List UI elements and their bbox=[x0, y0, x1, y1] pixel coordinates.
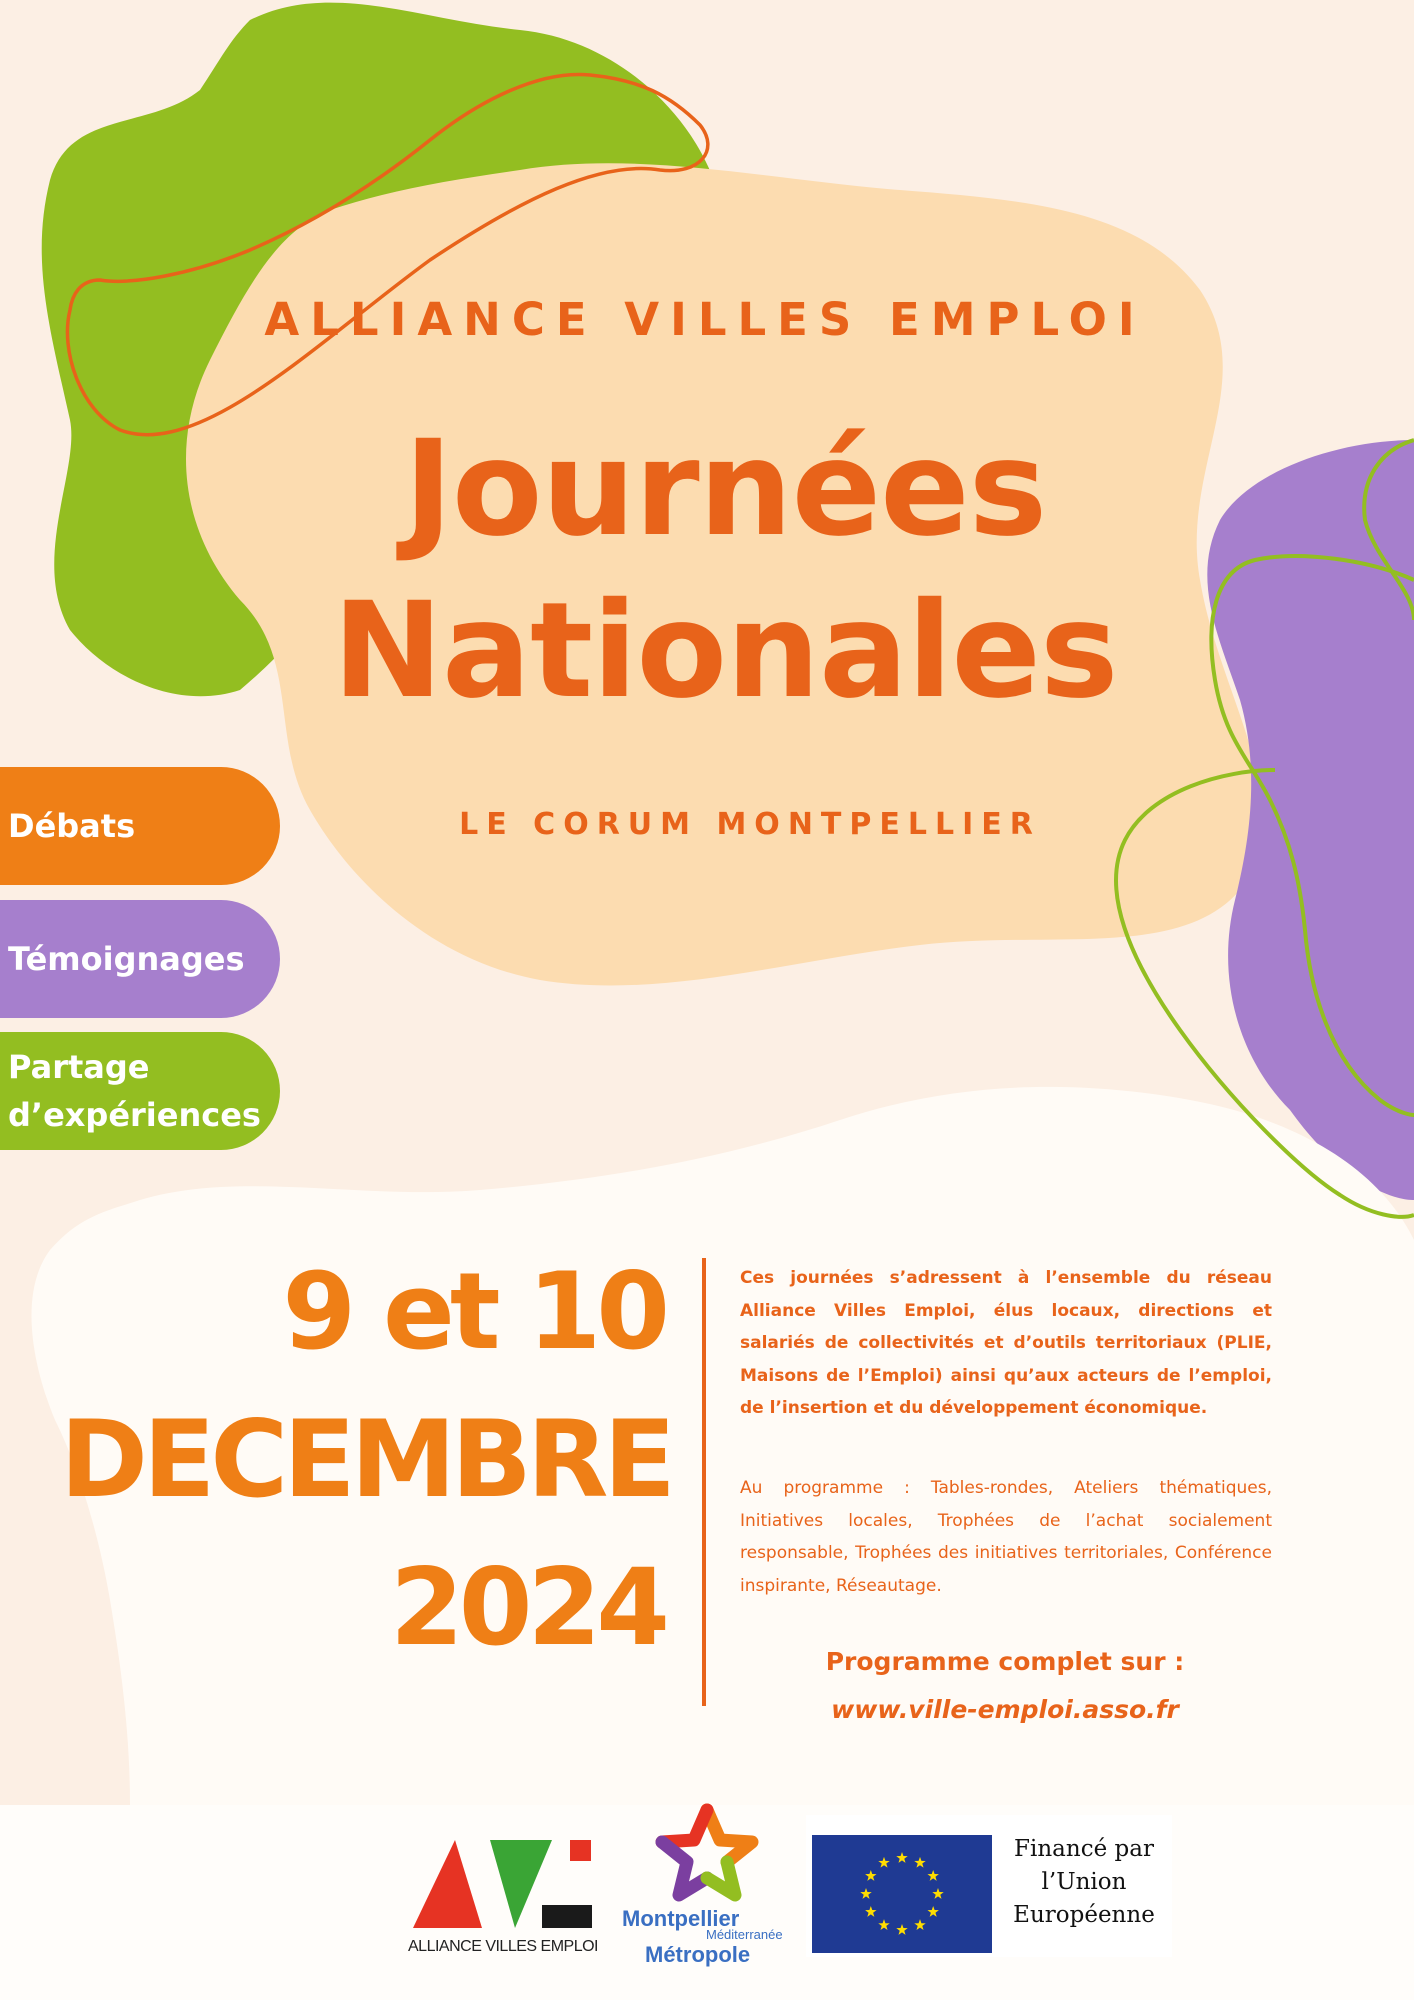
event-date bbox=[60, 1238, 671, 1682]
audience-description: Ces journées s’adressent à l’ensemble du réseau Alliance Villes Emploi, élus locaux, directions et salariés de collectivités et d’outils territoriaux (PLIE, Maisons de l’Emploi) ainsi qu’aux acteurs de l’emploi, de l’insertion et du développement économique. bbox=[740, 1268, 1272, 1418]
tag-temoignages bbox=[0, 900, 280, 1018]
event-title bbox=[250, 408, 1200, 732]
metropole-logo-text: Métropole bbox=[645, 1942, 751, 1967]
eu-flag-icon bbox=[812, 1835, 992, 1953]
star-green-stroke bbox=[707, 1862, 735, 1895]
divider-line bbox=[702, 1258, 706, 1706]
alliance-villes-emploi-logo bbox=[400, 1835, 600, 1935]
star-purple-stroke bbox=[662, 1842, 707, 1895]
ave-red-square bbox=[570, 1840, 591, 1861]
eu-funding-text bbox=[1000, 1833, 1168, 1932]
event-date-year: 2024 bbox=[389, 1546, 665, 1669]
programme-description: Au programme : Tables-rondes, Ateliers thématiques, Initiatives locales, Trophées de l’achat socialement responsable, Trophées des initiatives territoriales, Conférence inspirante, Réseautage. bbox=[740, 1478, 1272, 1596]
event-date-days: 9 et 10 bbox=[282, 1250, 665, 1373]
website-link[interactable]: www.ville-emploi.asso.fr bbox=[831, 1695, 1179, 1724]
event-venue: LE CORUM MONTPELLIER bbox=[459, 807, 1041, 842]
organization-name: ALLIANCE VILLES EMPLOI bbox=[264, 293, 1146, 346]
tag-partage-experiences bbox=[0, 1032, 280, 1150]
montpellier-logo-text: Montpellier bbox=[622, 1906, 740, 1931]
ave-red-triangle bbox=[413, 1840, 482, 1928]
tag-label-line1: Partage bbox=[8, 1048, 150, 1086]
tag-label: Débats bbox=[8, 807, 136, 845]
ave-logo-caption: ALLIANCE VILLES EMPLOI bbox=[408, 1938, 598, 1955]
event-date-month: DECEMBRE bbox=[60, 1398, 671, 1521]
tag-debats bbox=[0, 767, 280, 885]
eu-text-line1: Financé par bbox=[1014, 1836, 1154, 1862]
event-title-line1: Journées bbox=[403, 412, 1047, 566]
programme-cta bbox=[780, 1638, 1230, 1734]
eu-text-line2: l’Union bbox=[1041, 1869, 1127, 1895]
tag-label: Témoignages bbox=[8, 940, 245, 978]
star-orange-stroke bbox=[707, 1810, 752, 1862]
montpellier-star-logo bbox=[652, 1800, 762, 1905]
eu-text-line3: Européenne bbox=[1013, 1902, 1155, 1928]
event-title-line2: Nationales bbox=[332, 574, 1118, 728]
star-red-stroke bbox=[662, 1810, 707, 1842]
programme-cta-label: Programme complet sur : bbox=[825, 1647, 1185, 1676]
mediterranee-logo-text: Méditerranée bbox=[706, 1927, 783, 1942]
ave-black-bar bbox=[542, 1905, 592, 1928]
tag-label-line2: d’expériences bbox=[8, 1096, 261, 1134]
